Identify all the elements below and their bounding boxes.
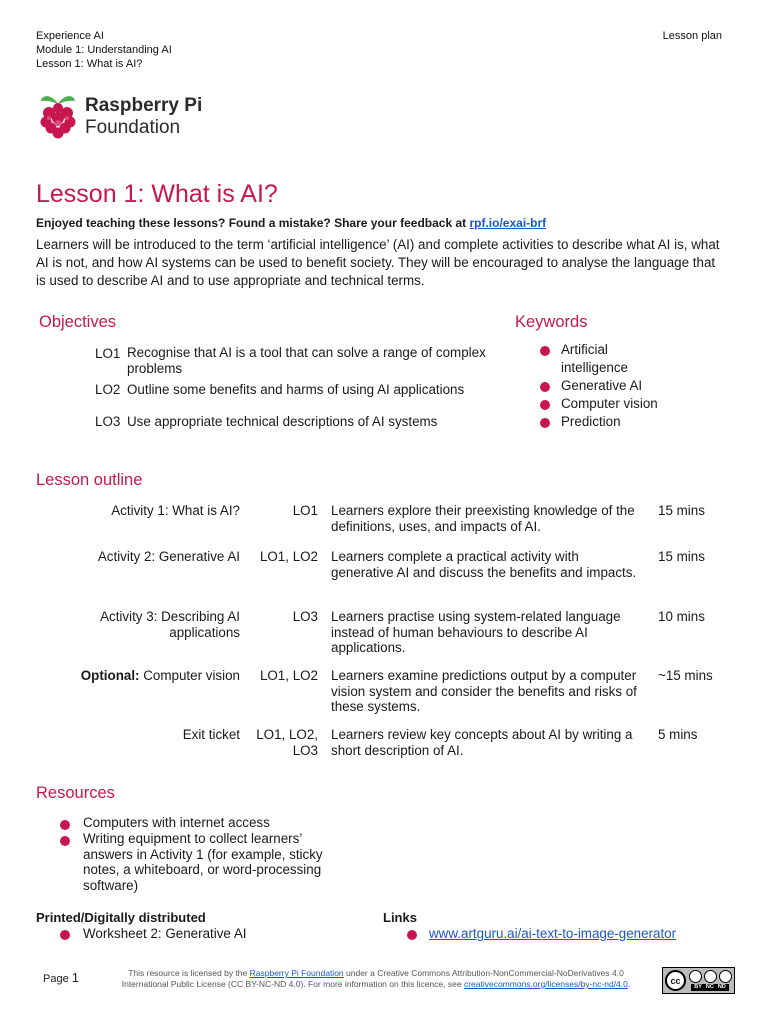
activity-name: Activity 2: Generative AI — [97, 549, 240, 564]
cc-nc-label: NC — [705, 984, 714, 990]
outline-activity — [80, 609, 240, 640]
outline-description: Learners examine predictions output by a computer vision system and consider the benefits and risks of these systems. — [331, 668, 637, 714]
activity-name: Activity 1: What is AI? — [111, 503, 240, 518]
outline-description: Learners explore their preexisting knowledge of the definitions, uses, and impacts of AI. — [331, 503, 635, 534]
logo-line-2: Foundation — [85, 117, 181, 138]
outline-time: 15 mins — [658, 503, 705, 518]
logo-wordmark — [85, 95, 202, 139]
printed-heading: Printed/Digitally distributed — [36, 910, 206, 925]
outline-description: Learners review key concepts about AI by writing a short description of AI. — [331, 727, 633, 758]
bullet-icon — [60, 836, 70, 846]
doc-header — [36, 29, 172, 71]
outline-time: 10 mins — [658, 609, 705, 624]
feedback-text: Enjoyed teaching these lessons? Found a mistake? Share your feedback at — [36, 216, 470, 230]
header-module: Module 1: Understanding AI — [36, 44, 172, 56]
objective-text: Outline some benefits and harms of using AI applications — [127, 382, 465, 397]
bullet-icon — [540, 382, 550, 392]
rpf-link[interactable]: Raspberry Pi Foundation — [249, 968, 344, 978]
cc-license-link[interactable]: creativecommons.org/licenses/by-nc-nd/4.0 — [463, 979, 628, 989]
bullet-icon — [60, 820, 70, 830]
outline-description: Learners practise using system-related language instead of human behaviours to describe AI applications. — [331, 609, 621, 655]
page-label: Page — [43, 973, 72, 985]
outline-lo: LO1, LO2, LO3 — [256, 727, 318, 758]
license-text-b: under a Creative Commons Attribution-NonCommercial-NoDerivatives 4.0 — [343, 968, 624, 978]
page-title: Lesson 1: What is AI? — [36, 180, 278, 208]
activity-name: Activity 3: Describing AI applications — [100, 609, 240, 640]
bullet-icon — [407, 930, 417, 940]
outline-activity — [60, 549, 240, 565]
bullet-icon — [540, 346, 550, 356]
outline-activity — [60, 503, 240, 519]
cc-icon: cc — [665, 970, 686, 991]
header-lesson: Lesson 1: What is AI? — [36, 58, 143, 70]
cc-by-label: BY — [694, 984, 702, 990]
license-text-a: This resource is licensed by the — [128, 968, 250, 978]
nd-icon — [719, 970, 732, 983]
activity-name: Exit ticket — [182, 727, 240, 742]
printed-item: Worksheet 2: Generative AI — [83, 926, 247, 941]
objective-code: LO3 — [95, 414, 121, 429]
objectives-heading: Objectives — [39, 313, 117, 331]
keyword-item: Computer vision — [561, 396, 658, 411]
resources-heading: Resources — [36, 784, 115, 802]
resource-link[interactable]: www.artguru.ai/ai-text-to-image-generator — [429, 926, 677, 941]
bullet-icon — [60, 930, 70, 940]
license-text-d: . — [627, 979, 631, 989]
links-heading: Links — [383, 910, 417, 925]
objective-text: Recognise that AI is a tool that can solve a range of complex problems — [127, 345, 486, 376]
objective-code: LO2 — [95, 382, 121, 397]
resource-item: Writing equipment to collect learners’ answers in Activity 1 (for example, sticky notes, a whiteboard, or word-processing software) — [83, 831, 323, 893]
feedback-line — [36, 216, 546, 230]
resource-item: Computers with internet access — [83, 815, 270, 830]
activity-name: Computer vision — [139, 668, 240, 683]
cc-nd-label: ND — [717, 984, 726, 990]
objective-text: Use appropriate technical descriptions of AI systems — [127, 414, 438, 429]
keyword-item: Generative AI — [561, 378, 643, 393]
outline-activity — [40, 668, 240, 684]
intro-paragraph: Learners will be introduced to the term ‘artificial intelligence’ (AI) and complete activities to describe what AI is, what AI is not, and how AI systems can be used to benefit society. They will be encouraged to analyse the language that is used to describe AI and to use appropriate and technical terms. — [36, 237, 720, 288]
header-program: Experience AI — [36, 30, 104, 42]
license-text — [96, 968, 656, 990]
outline-lo: LO1, LO2 — [259, 668, 318, 683]
doc-type: Lesson plan — [662, 30, 722, 42]
license-text-c: International Public License (CC BY-NC-ND 4.0). For more information on this licence, see — [121, 979, 464, 989]
cc-license-badge-icon — [662, 967, 735, 994]
outline-activity — [60, 727, 240, 743]
keyword-item: Artificial intelligence — [561, 342, 628, 375]
objective-row — [95, 381, 515, 399]
outline-time: ~15 mins — [658, 668, 713, 683]
outline-description: Learners complete a practical activity with generative AI and discuss the benefits and impacts. — [331, 549, 637, 580]
outline-lo: LO3 — [292, 609, 318, 624]
outline-lo: LO1 — [292, 503, 318, 518]
outline-heading: Lesson outline — [36, 471, 143, 489]
feedback-link[interactable]: rpf.io/exai-brf — [469, 216, 547, 230]
objective-row — [95, 413, 515, 431]
page-number — [43, 970, 79, 985]
objective-code: LO1 — [95, 346, 121, 361]
keywords-heading: Keywords — [515, 313, 588, 331]
logo-line-1: Raspberry Pi — [85, 95, 203, 116]
outline-time: 15 mins — [658, 549, 705, 564]
outline-time: 5 mins — [658, 727, 698, 742]
optional-label: Optional: — [80, 668, 140, 683]
bullet-icon — [540, 400, 550, 410]
objective-row — [95, 345, 515, 377]
bullet-icon — [540, 418, 550, 428]
raspberry-logo-icon — [38, 92, 78, 140]
outline-lo: LO1, LO2 — [259, 549, 318, 564]
by-icon — [689, 970, 702, 983]
page-num: 1 — [71, 970, 79, 985]
keyword-item: Prediction — [561, 414, 621, 429]
nc-icon — [704, 970, 717, 983]
